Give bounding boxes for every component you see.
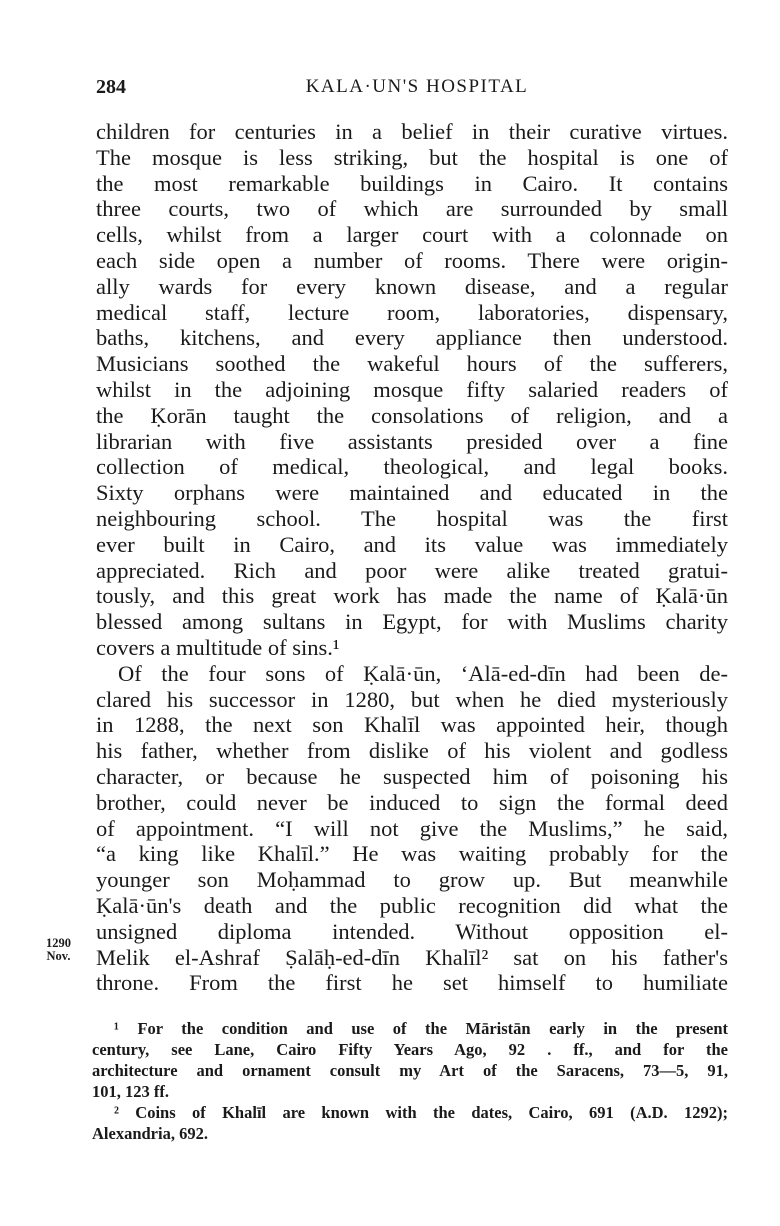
running-title: KALA·UN'S HOSPITAL [305, 76, 529, 97]
running-header [96, 76, 728, 104]
footnote-line: ² Coins of Khalīl are known with the dates, Cairo, 691 (A.D. 1292); [114, 1103, 728, 1122]
body-line: neighbouring school. The hospital was the first [96, 505, 728, 531]
body-line: Sixty orphans were maintained and educated in the [96, 480, 728, 506]
body-line: the most remarkable buildings in Cairo. It contains [96, 170, 728, 196]
margin-date-note [46, 937, 71, 963]
body-line: ever built in Cairo, and its value was immediately [96, 531, 728, 557]
page-number: 284 [96, 76, 126, 98]
body-line: librarian with five assistants presided over a fine [96, 428, 728, 454]
body-text [96, 119, 728, 996]
body-line: Melik el-Ashraf Ṣalāḥ-ed-dīn Khalīl² sat on his father's [96, 944, 728, 970]
footnotes [92, 1018, 728, 1144]
body-line: collection of medical, theological, and legal books. [96, 454, 728, 480]
body-line: children for centuries in a belief in their curative virtues. [96, 119, 728, 144]
footnote-line: century, see Lane, Cairo Fifty Years Ago, 92 . ff., and for the [92, 1040, 728, 1059]
body-line: younger son Moḥammad to grow up. But meanwhile [96, 867, 728, 893]
footnote-line: 101, 123 ff. [92, 1082, 169, 1101]
footnote-line: ¹ For the condition and use of the Māristān early in the present [114, 1019, 728, 1038]
body-line: baths, kitchens, and every appliance then understood. [96, 325, 728, 351]
body-line: The mosque is less striking, but the hospital is one of [96, 144, 728, 170]
footnote-line: architecture and ornament consult my Art of the Saracens, 73—5, 91, [92, 1061, 728, 1080]
body-line: whilst in the adjoining mosque fifty salaried readers of [96, 376, 728, 402]
body-line: appreciated. Rich and poor were alike treated gratui- [96, 557, 728, 583]
body-line: tously, and this great work has made the name of Ḳalā·ūn [96, 583, 728, 609]
body-line: brother, could never be induced to sign the formal deed [96, 789, 728, 815]
body-line: medical staff, lecture room, laboratories, dispensary, [96, 299, 728, 325]
margin-note-year: 1290 [46, 936, 71, 950]
body-line: each side open a number of rooms. There were origin- [96, 247, 728, 273]
body-line: unsigned diploma intended. Without opposition el- [96, 918, 728, 944]
body-line: Of the four sons of Ḳalā·ūn, ‘Alā-ed-dīn had been de- [118, 660, 728, 686]
body-line: the Ḳorān taught the consolations of religion, and a [96, 402, 728, 428]
body-line: three courts, two of which are surrounded by small [96, 196, 728, 222]
body-line: Musicians soothed the wakeful hours of the sufferers, [96, 351, 728, 377]
body-line: throne. From the first he set himself to humiliate [96, 970, 728, 996]
margin-note-month: Nov. [46, 949, 71, 963]
body-line: clared his successor in 1280, but when he died mysteriously [96, 686, 728, 712]
body-line: of appointment. “I will not give the Muslims,” he said, [96, 815, 728, 841]
body-line: covers a multitude of sins.¹ [96, 634, 340, 660]
body-line: Ḳalā·ūn's death and the public recognition did what the [96, 892, 728, 918]
body-line: his father, whether from dislike of his violent and godless [96, 738, 728, 764]
body-line: ally wards for every known disease, and a regular [96, 273, 728, 299]
body-line: character, or because he suspected him of poisoning his [96, 763, 728, 789]
footnote-line: Alexandria, 692. [92, 1124, 208, 1143]
body-line: cells, whilst from a larger court with a colonnade on [96, 222, 728, 248]
body-line: “a king like Khalīl.” He was waiting probably for the [96, 841, 728, 867]
body-line: blessed among sultans in Egypt, for with Muslims charity [96, 609, 728, 635]
body-line: in 1288, the next son Khalīl was appointed heir, though [96, 712, 728, 738]
